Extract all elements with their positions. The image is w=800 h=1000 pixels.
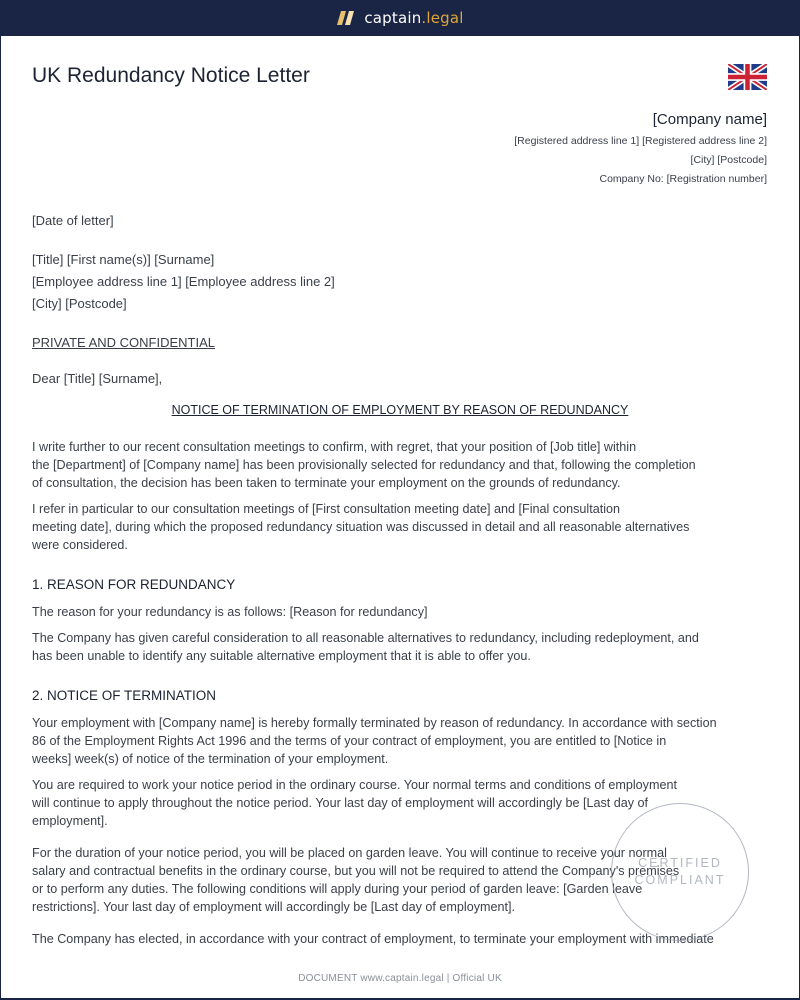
section-2-paragraph-4: The Company has elected, in accordance with your contract of employment, to terminate your employment with immediate	[32, 932, 714, 946]
company-address: [Registered address line 1] [Registered address line 2]	[514, 135, 767, 147]
recipient-address	[32, 249, 335, 315]
stamp-line-2: COMPLIANT	[634, 873, 726, 887]
brand-logo[interactable]	[336, 9, 463, 27]
company-registration: Company No: [Registration number]	[599, 173, 767, 185]
letter-date: [Date of letter]	[32, 213, 114, 228]
brand-name: captain.legal	[364, 9, 464, 27]
salutation: Dear [Title] [Surname],	[32, 371, 163, 386]
company-city: [City] [Postcode]	[690, 154, 767, 166]
recipient-name: [Title] [First name(s)] [Surname]	[32, 252, 215, 267]
page-footer: DOCUMENT www.captain.legal | Official UK	[298, 973, 502, 984]
intro-paragraph-2: I refer in particular to our consultation meetings of [First consultation meeting date] and [Final consultation meeting date], during which the proposed redundancy situation was discussed in detail and all reasonable alternatives were considered.	[32, 502, 690, 552]
section-2-heading: 2. NOTICE OF TERMINATION	[32, 688, 217, 703]
notice-title: NOTICE OF TERMINATION OF EMPLOYMENT BY REASON OF REDUNDANCY	[171, 403, 629, 417]
section-2-paragraph-2: You are required to work your notice period in the ordinary course. Your normal terms and conditions of employment will continue to apply throughout the notice period. Your last day of employment will accordingly be [Last day of employment].	[32, 778, 677, 828]
section-2-paragraph-1: Your employment with [Company name] is hereby formally terminated by reason of redundancy. In accordance with section 86 of the Employment Rights Act 1996 and the terms of your contract of employment, you are entitled to [Notice in weeks] week(s) of notice of the termination of your employment.	[32, 716, 717, 766]
company-header	[514, 111, 767, 189]
section-1-heading: 1. REASON FOR REDUNDANCY	[32, 577, 236, 592]
confidential-label: PRIVATE AND CONFIDENTIAL	[32, 335, 215, 350]
document-title: UK Redundancy Notice Letter	[32, 64, 310, 87]
stamp-line-1: CERTIFIED	[638, 856, 722, 870]
recipient-city: [City] [Postcode]	[32, 296, 127, 311]
top-bar	[0, 0, 800, 36]
section-1-paragraph-1: The reason for your redundancy is as follows: [Reason for redundancy]	[32, 605, 428, 619]
intro-paragraph-1: I write further to our recent consultation meetings to confirm, with regret, that your position of [Job title] within the [Department] of [Company name] has been provisionally selected for redundancy and that, following the completion of consultation, the decision has been taken to terminate your employment on the grounds of redundancy.	[32, 440, 696, 490]
recipient-address-line: [Employee address line 1] [Employee address line 2]	[32, 274, 335, 289]
company-name: [Company name]	[652, 111, 767, 128]
captain-logo-icon	[336, 10, 356, 26]
section-1-paragraph-2: The Company has given careful consideration to all reasonable alternatives to redundancy, including redeployment, and has been unable to identify any suitable alternative employment that it is able to offer you.	[32, 631, 699, 663]
uk-flag-icon[interactable]	[728, 64, 767, 90]
section-2-paragraph-3: For the duration of your notice period, you will be placed on garden leave. You will continue to receive your normal salary and contractual benefits in the ordinary course, but you will not be required to attend the Company's premises or to perform any duties. The following conditions will apply during your period of garden leave: [Garden leave restrictions]. Your last day of employment will accordingly be [Last day of employment].	[32, 846, 680, 914]
